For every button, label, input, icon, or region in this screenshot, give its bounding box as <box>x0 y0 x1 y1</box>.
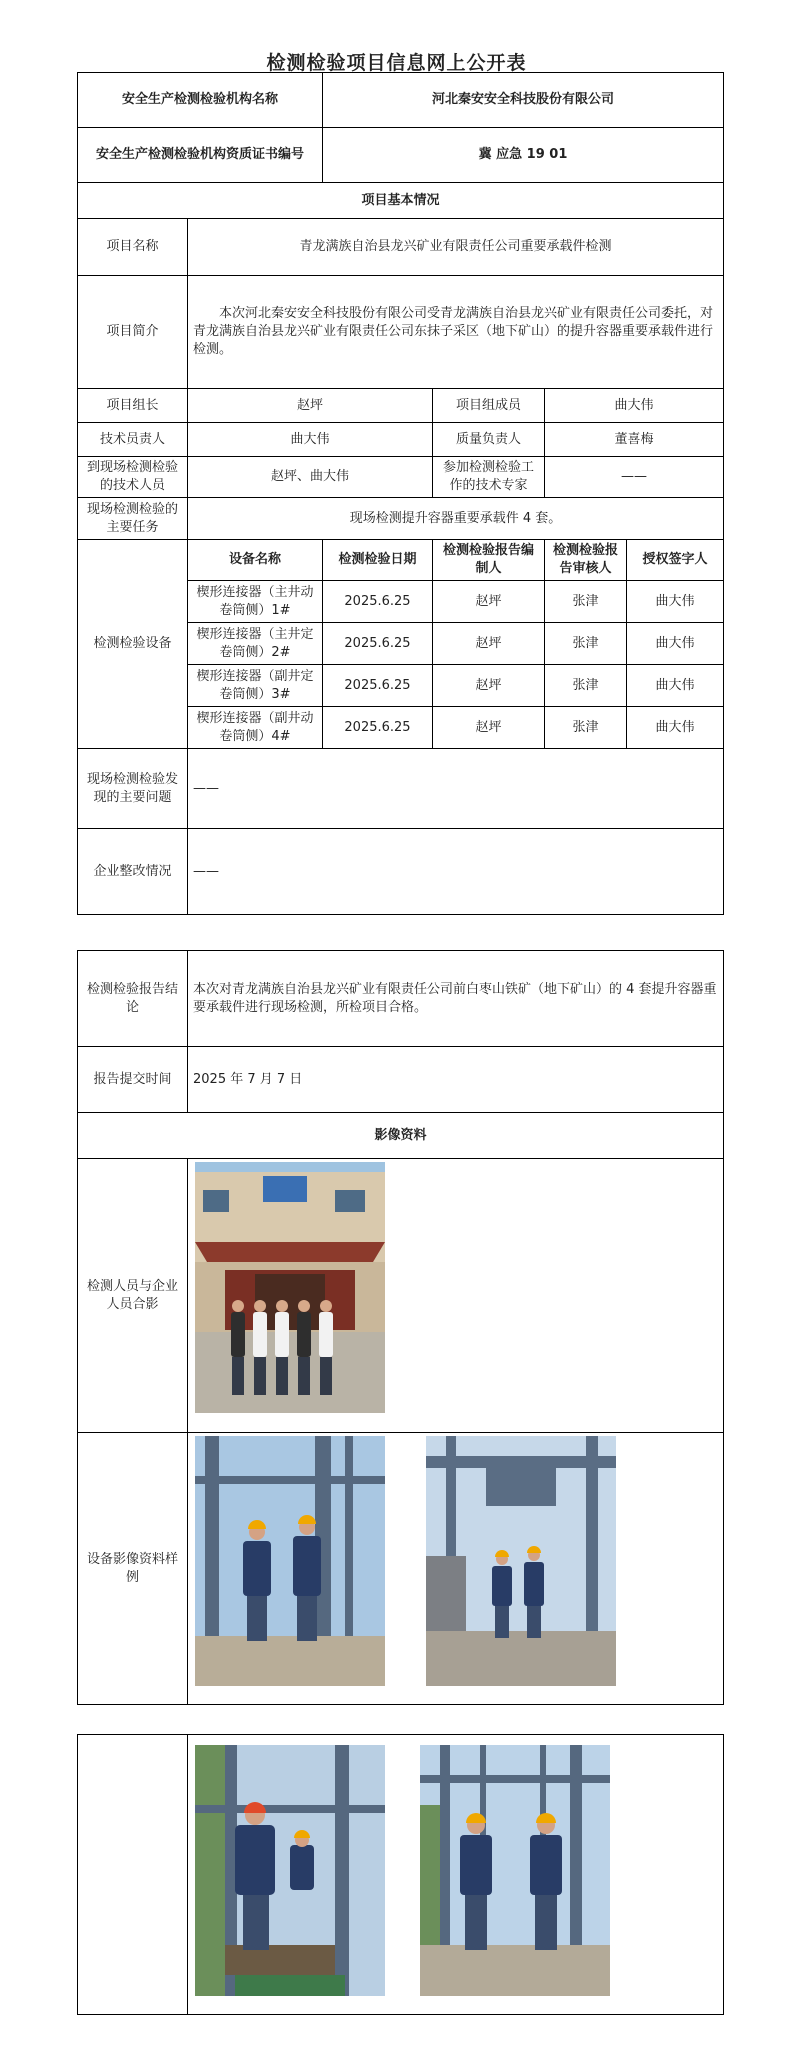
tech-row <box>78 423 724 457</box>
equipment-header-name: 设备名称 <box>188 540 323 581</box>
equipment-signer: 曲大伟 <box>627 665 724 707</box>
images-header-row <box>78 1113 724 1159</box>
project-intro-row <box>78 276 724 389</box>
rectify-label: 企业整改情况 <box>78 829 188 915</box>
leader-row <box>78 389 724 423</box>
section-title: 项目基本情况 <box>78 183 724 219</box>
equipment-signer: 曲大伟 <box>627 581 724 623</box>
equipment-label: 检测检验设备 <box>78 540 188 749</box>
report-table <box>77 950 724 1705</box>
extra-photo-row <box>78 1735 724 2015</box>
equipment-name: 楔形连接器（副井动卷筒侧）4# <box>188 707 323 749</box>
equipment-signer: 曲大伟 <box>627 707 724 749</box>
member-label: 项目组成员 <box>433 389 545 423</box>
report-date-label: 报告提交时间 <box>78 1047 188 1113</box>
project-intro-label: 项目简介 <box>78 276 188 389</box>
equipment-header-row <box>78 540 724 581</box>
expert-value: —— <box>545 457 724 498</box>
section-header-row <box>78 183 724 219</box>
equipment-date: 2025.6.25 <box>323 665 433 707</box>
equipment-reviewer: 张津 <box>545 623 627 665</box>
project-name-label: 项目名称 <box>78 219 188 276</box>
equipment-author: 赵坪 <box>433 581 545 623</box>
task-row <box>78 498 724 540</box>
equipment-reviewer: 张津 <box>545 581 627 623</box>
equipment-date: 2025.6.25 <box>323 623 433 665</box>
extra-photo-image <box>195 1745 385 1996</box>
images-title: 影像资料 <box>78 1113 724 1159</box>
issues-row <box>78 749 724 829</box>
member-value: 曲大伟 <box>545 389 724 423</box>
onsite-label: 到现场检测检验的技术人员 <box>78 457 188 498</box>
issues-label: 现场检测检验发现的主要问题 <box>78 749 188 829</box>
project-info-table <box>77 72 724 915</box>
task-label: 现场检测检验的主要任务 <box>78 498 188 540</box>
group-photo-row <box>78 1159 724 1433</box>
quality-label: 质量负责人 <box>433 423 545 457</box>
page-title: 检测检验项目信息网上公开表 <box>266 52 527 74</box>
equipment-photo-row <box>78 1433 724 1705</box>
equipment-header-signer: 授权签字人 <box>627 540 724 581</box>
equipment-author: 赵坪 <box>433 623 545 665</box>
extra-photo-image <box>420 1745 610 1996</box>
equipment-header-reviewer: 检测检验报告审核人 <box>545 540 627 581</box>
group-photo-label: 检测人员与企业人员合影 <box>78 1159 188 1433</box>
conclusion-row <box>78 951 724 1047</box>
org-name-value: 河北秦安安全科技股份有限公司 <box>323 73 724 128</box>
equipment-author: 赵坪 <box>433 665 545 707</box>
report-date-row <box>78 1047 724 1113</box>
expert-label: 参加检测检验工作的技术专家 <box>433 457 545 498</box>
org-cert-value: 冀 应急 19 01 <box>323 128 724 183</box>
onsite-row <box>78 457 724 498</box>
equipment-header-date: 检测检验日期 <box>323 540 433 581</box>
leader-value: 赵坪 <box>188 389 433 423</box>
org-cert-row <box>78 128 724 183</box>
org-cert-label: 安全生产检测检验机构资质证书编号 <box>78 128 323 183</box>
equipment-photo-image <box>426 1436 616 1686</box>
conclusion-value: 本次对青龙满族自治县龙兴矿业有限责任公司前白枣山铁矿（地下矿山）的 4 套提升容器重要承载件进行现场检测，所检项目合格。 <box>188 951 724 1047</box>
issues-value: —— <box>188 749 724 829</box>
equipment-reviewer: 张津 <box>545 707 627 749</box>
equipment-name: 楔形连接器（主井定卷筒侧）2# <box>188 623 323 665</box>
equipment-date: 2025.6.25 <box>323 581 433 623</box>
equipment-signer: 曲大伟 <box>627 623 724 665</box>
task-value: 现场检测提升容器重要承载件 4 套。 <box>188 498 724 540</box>
rectify-row <box>78 829 724 915</box>
extra-photo-table <box>77 1734 724 2015</box>
conclusion-label: 检测检验报告结论 <box>78 951 188 1047</box>
org-name-label: 安全生产检测检验机构名称 <box>78 73 323 128</box>
equipment-name: 楔形连接器（副井定卷筒侧）3# <box>188 665 323 707</box>
extra-photo-label <box>78 1735 188 2015</box>
group-photo-image <box>195 1162 385 1413</box>
project-name-value: 青龙满族自治县龙兴矿业有限责任公司重要承载件检测 <box>188 219 724 276</box>
project-name-row <box>78 219 724 276</box>
report-date-value: 2025 年 7 月 7 日 <box>188 1047 724 1113</box>
equipment-photo-image <box>195 1436 385 1686</box>
equipment-photo-label: 设备影像资料样例 <box>78 1433 188 1705</box>
tech-value: 曲大伟 <box>188 423 433 457</box>
leader-label: 项目组长 <box>78 389 188 423</box>
tech-label: 技术员责人 <box>78 423 188 457</box>
quality-value: 董喜梅 <box>545 423 724 457</box>
onsite-value: 赵坪、曲大伟 <box>188 457 433 498</box>
rectify-value: —— <box>188 829 724 915</box>
project-intro-value: 本次河北秦安安全科技股份有限公司受青龙满族自治县龙兴矿业有限责任公司委托，对青龙满族自治县龙兴矿业有限责任公司东抹子采区（地下矿山）的提升容器重要承载件进行检测。 <box>188 276 724 389</box>
equipment-name: 楔形连接器（主井动卷筒侧）1# <box>188 581 323 623</box>
equipment-reviewer: 张津 <box>545 665 627 707</box>
org-name-row <box>78 73 724 128</box>
equipment-header-author: 检测检验报告编制人 <box>433 540 545 581</box>
equipment-date: 2025.6.25 <box>323 707 433 749</box>
equipment-author: 赵坪 <box>433 707 545 749</box>
